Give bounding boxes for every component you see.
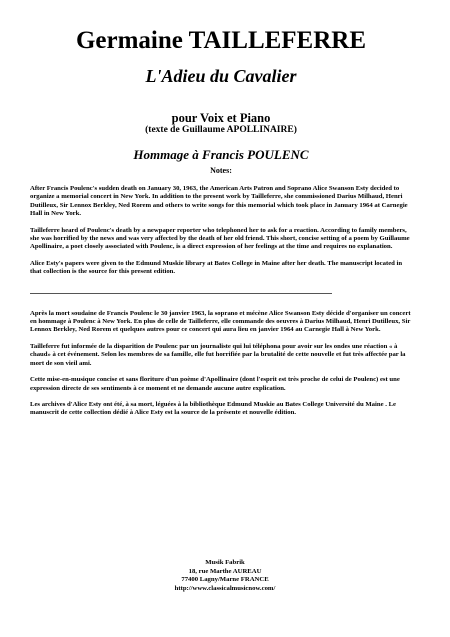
notes-paragraph: After Francis Poulenc's sudden death on January 30, 1963, the American Arts Patron and Soprano Alice Swanson Esty decided to organize a memorial concert in New York. In addition to the present work by Tailleferre, she commissioned Darius Milhaud, Henri Dutilleux, Sir Lennox Berkley, Ned Rorem and others to write songs for this memorial which took place in January 1964 at Carnegie Hall in New York.	[30, 185, 408, 218]
publisher-footer	[0, 559, 450, 593]
notes-paragraph: Après la mort soudaine de Francis Poulenc le 30 janvier 1963, la soprano et mécène Alice Swanson Esty décide d'organiser un concert en hommage à Poulenc à New York. En plus de celle de Tailleferre, elle commande des oeuvres à Darius Milhaud, Henri Dutilleux, Sir Lennox Berkley, Ned Rorem et quelques autres pour ce concert qui aura lieu en janvier 1964 au Carnegie Hall à New York.	[30, 309, 411, 334]
composer-name: Germaine TAILLEFERRE	[75, 27, 367, 54]
section-divider	[30, 293, 332, 294]
notes-paragraph: Les archives d'Alice Esty ont été, à sa mort, léguées à la bibliothèque Edmund Muskie au Bates College Université du Maine . Le manuscrit de cette collection dédié à Alice Esty est la source de la présente et nouvelle édition.	[30, 400, 397, 417]
notes-label: Notes:	[210, 166, 232, 175]
publisher-name: Musik Fabrik	[205, 559, 245, 566]
notes-french	[30, 310, 412, 418]
publisher-url[interactable]: http://www.classicalmusicnow.com/	[174, 584, 276, 592]
work-title: L'Adieu du Cavalier	[145, 66, 297, 86]
notes-paragraph: Cette mise-en-musique concise et sans floriture d'un poème d'Apollinaire (dont l'esprit est très proche de celui de Poulenc) est une expression directe de ses sentiments à ce moment et ne demande aucune autre explication.	[30, 376, 400, 392]
publisher-city: 77400 Lagny/Marne FRANCE	[181, 576, 269, 584]
notes-paragraph: Alice Esty's papers were given to the Edmund Muskie library at Bates College in Maine after her death. The manuscript located in that collection is the source for this present edition.	[30, 259, 403, 276]
notes-english	[30, 185, 412, 277]
text-credit: (texte de Guillaume APOLLINAIRE)	[145, 125, 297, 135]
notes-paragraph: Tailleferre fut informée de la disparition de Poulenc par un journaliste qui lui téléphona pour avoir sur les ondes une réaction « à chaud» à cet événement. Selon les membres de sa famille, elle fut horrifiée par la brutalité de cette nouvelle et fut très affectée par la mort de son vieil ami.	[30, 342, 406, 367]
notes-paragraph: Tailleferre heard of Poulenc's death by a newpaper reporter who telephoned her to ask for a reaction. According to family members, she was horrified by the news and was very affected by the death of her old friend. This short, concise setting of a poem by Guillaume Apollinaire, a poet closely associated with Poulenc, is a direct expression of her feelings at the time and requires no explanation.	[30, 226, 410, 251]
dedication: Hommage à Francis POULENC	[133, 147, 309, 162]
instrumentation: pour Voix et Piano	[171, 111, 271, 125]
publisher-street: 18, rue Marthe AUREAU	[188, 567, 262, 575]
